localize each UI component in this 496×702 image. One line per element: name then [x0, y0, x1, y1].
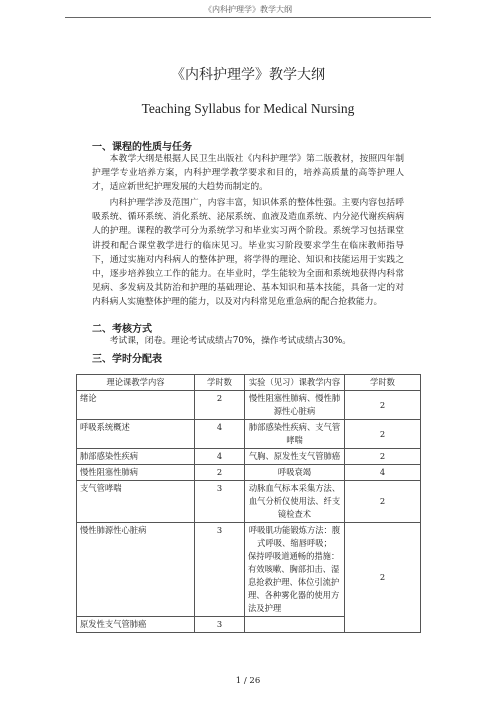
section-heading-hours: 三、学时分配表 [92, 354, 162, 365]
header-theory-hours: 学时数 [195, 375, 245, 391]
theory-content-cell: 肺部感染性疾病 [77, 449, 195, 465]
section-heading-nature: 一、课程的性质与任务 [92, 142, 192, 153]
lab-content-cell: 慢性阻塞性肺病、慢性肺源性心脏病 [245, 391, 345, 420]
header-lab-hours: 学时数 [345, 375, 421, 391]
lab-content-line-airway: 保持呼吸道通畅的措施：有效咳嗽、胸部扣击、湿息抢救护理、体位引流护理、各种雾化器的使用方法及护理 [248, 551, 340, 613]
theory-content-cell: 支气管哮喘 [77, 481, 195, 523]
document-title: 《内科护理学》教学大纲 [171, 67, 325, 83]
table-row [77, 449, 421, 465]
table-row [77, 481, 421, 523]
section-assessment-paragraph: 考试课，闭卷。理论考试成绩占70%，操作考试成绩占30%。 [109, 336, 352, 346]
theory-content-cell: 绪论 [77, 391, 195, 420]
lab-hours-cell: 2 [345, 449, 421, 465]
lab-content-cell-empty [245, 617, 345, 633]
header-lab-content: 实验（见习）课教学内容 [245, 375, 345, 391]
lab-content-line-breathing: 呼吸肌功能锻炼方法：腹式呼吸、缩唇呼吸； [248, 525, 341, 548]
theory-hours-cell: 4 [195, 449, 245, 465]
lab-hours-cell: 2 [345, 391, 421, 420]
lab-content-cell: 气胸、原发性支气管肺癌 [245, 449, 345, 465]
lab-hours-cell: 2 [345, 523, 421, 633]
lab-content-cell: 肺部感染性疾病、支气管哮喘 [245, 420, 345, 449]
hours-allocation-table [76, 374, 421, 633]
theory-hours-cell: 3 [195, 481, 245, 523]
table-row [77, 420, 421, 449]
theory-hours-cell: 3 [195, 617, 245, 633]
table-row [77, 523, 421, 617]
lab-content-cell: 呼吸衰竭 [245, 465, 345, 481]
header-theory-content: 理论课教学内容 [77, 375, 195, 391]
document-title-english: Teaching Syllabus for Medical Nursing [141, 101, 355, 116]
table-header-row [77, 375, 421, 391]
table-row [77, 391, 421, 420]
section-nature-paragraph-2: 内科护理学涉及范围广，内容丰富，知识体系的整体性强。主要内容包括呼吸系统、循环系统、消化系统、泌尿系统、血液及造血系统、内分泌代谢疾病病人的护理。课程的教学可分为系统学习和毕业实习两个阶段。系统学习包括课堂讲授和配合课堂教学进行的临床见习。毕业实习阶段要求学生在临床教师指导下，通过实施对内科病人的整体护理，将学得的理论、知识和技能运用于实践之中，逐步培养独立工作的能力。在毕业时，学生能较为全面和系统地获得内科常见病、多发病及其防治和护理的基础理论、基本知识和基本技能，具备一定的对内科病人实施整体护理的能力，以及对内科常见危重急病的配合抢救能力。 [92, 198, 404, 308]
theory-hours-cell: 4 [195, 420, 245, 449]
header-rule [65, 17, 431, 18]
lab-hours-cell: 4 [345, 465, 421, 481]
table-row [77, 465, 421, 481]
theory-content-cell: 呼吸系统概述 [77, 420, 195, 449]
theory-content-cell: 原发性支气管肺癌 [77, 617, 195, 633]
section-nature-paragraph-1: 本教学大纲是根据人民卫生出版社《内科护理学》第二版教材，按照四年制护理学专业培养方案，内科护理学教学要求和目的，培养高质量的高等护理人才，适应新世纪护理发展的大趋势而制定的。 [92, 154, 404, 193]
lab-hours-cell: 2 [345, 420, 421, 449]
lab-hours-cell: 2 [345, 481, 421, 523]
lab-content-cell: 动脉血气标本采集方法、血气分析仪使用法、纤支镜检查术 [245, 481, 345, 523]
theory-hours-cell: 2 [195, 391, 245, 420]
theory-content-cell: 慢性阻塞性肺病 [77, 465, 195, 481]
page-header: 《内科护理学》教学大纲 [204, 5, 292, 14]
theory-hours-cell: 3 [195, 523, 245, 617]
theory-hours-cell: 2 [195, 465, 245, 481]
page-number: 1 / 26 [235, 676, 261, 686]
section-heading-assessment: 二、考核方式 [92, 324, 152, 335]
lab-content-cell [245, 523, 345, 617]
theory-content-cell: 慢性肺源性心脏病 [77, 523, 195, 617]
